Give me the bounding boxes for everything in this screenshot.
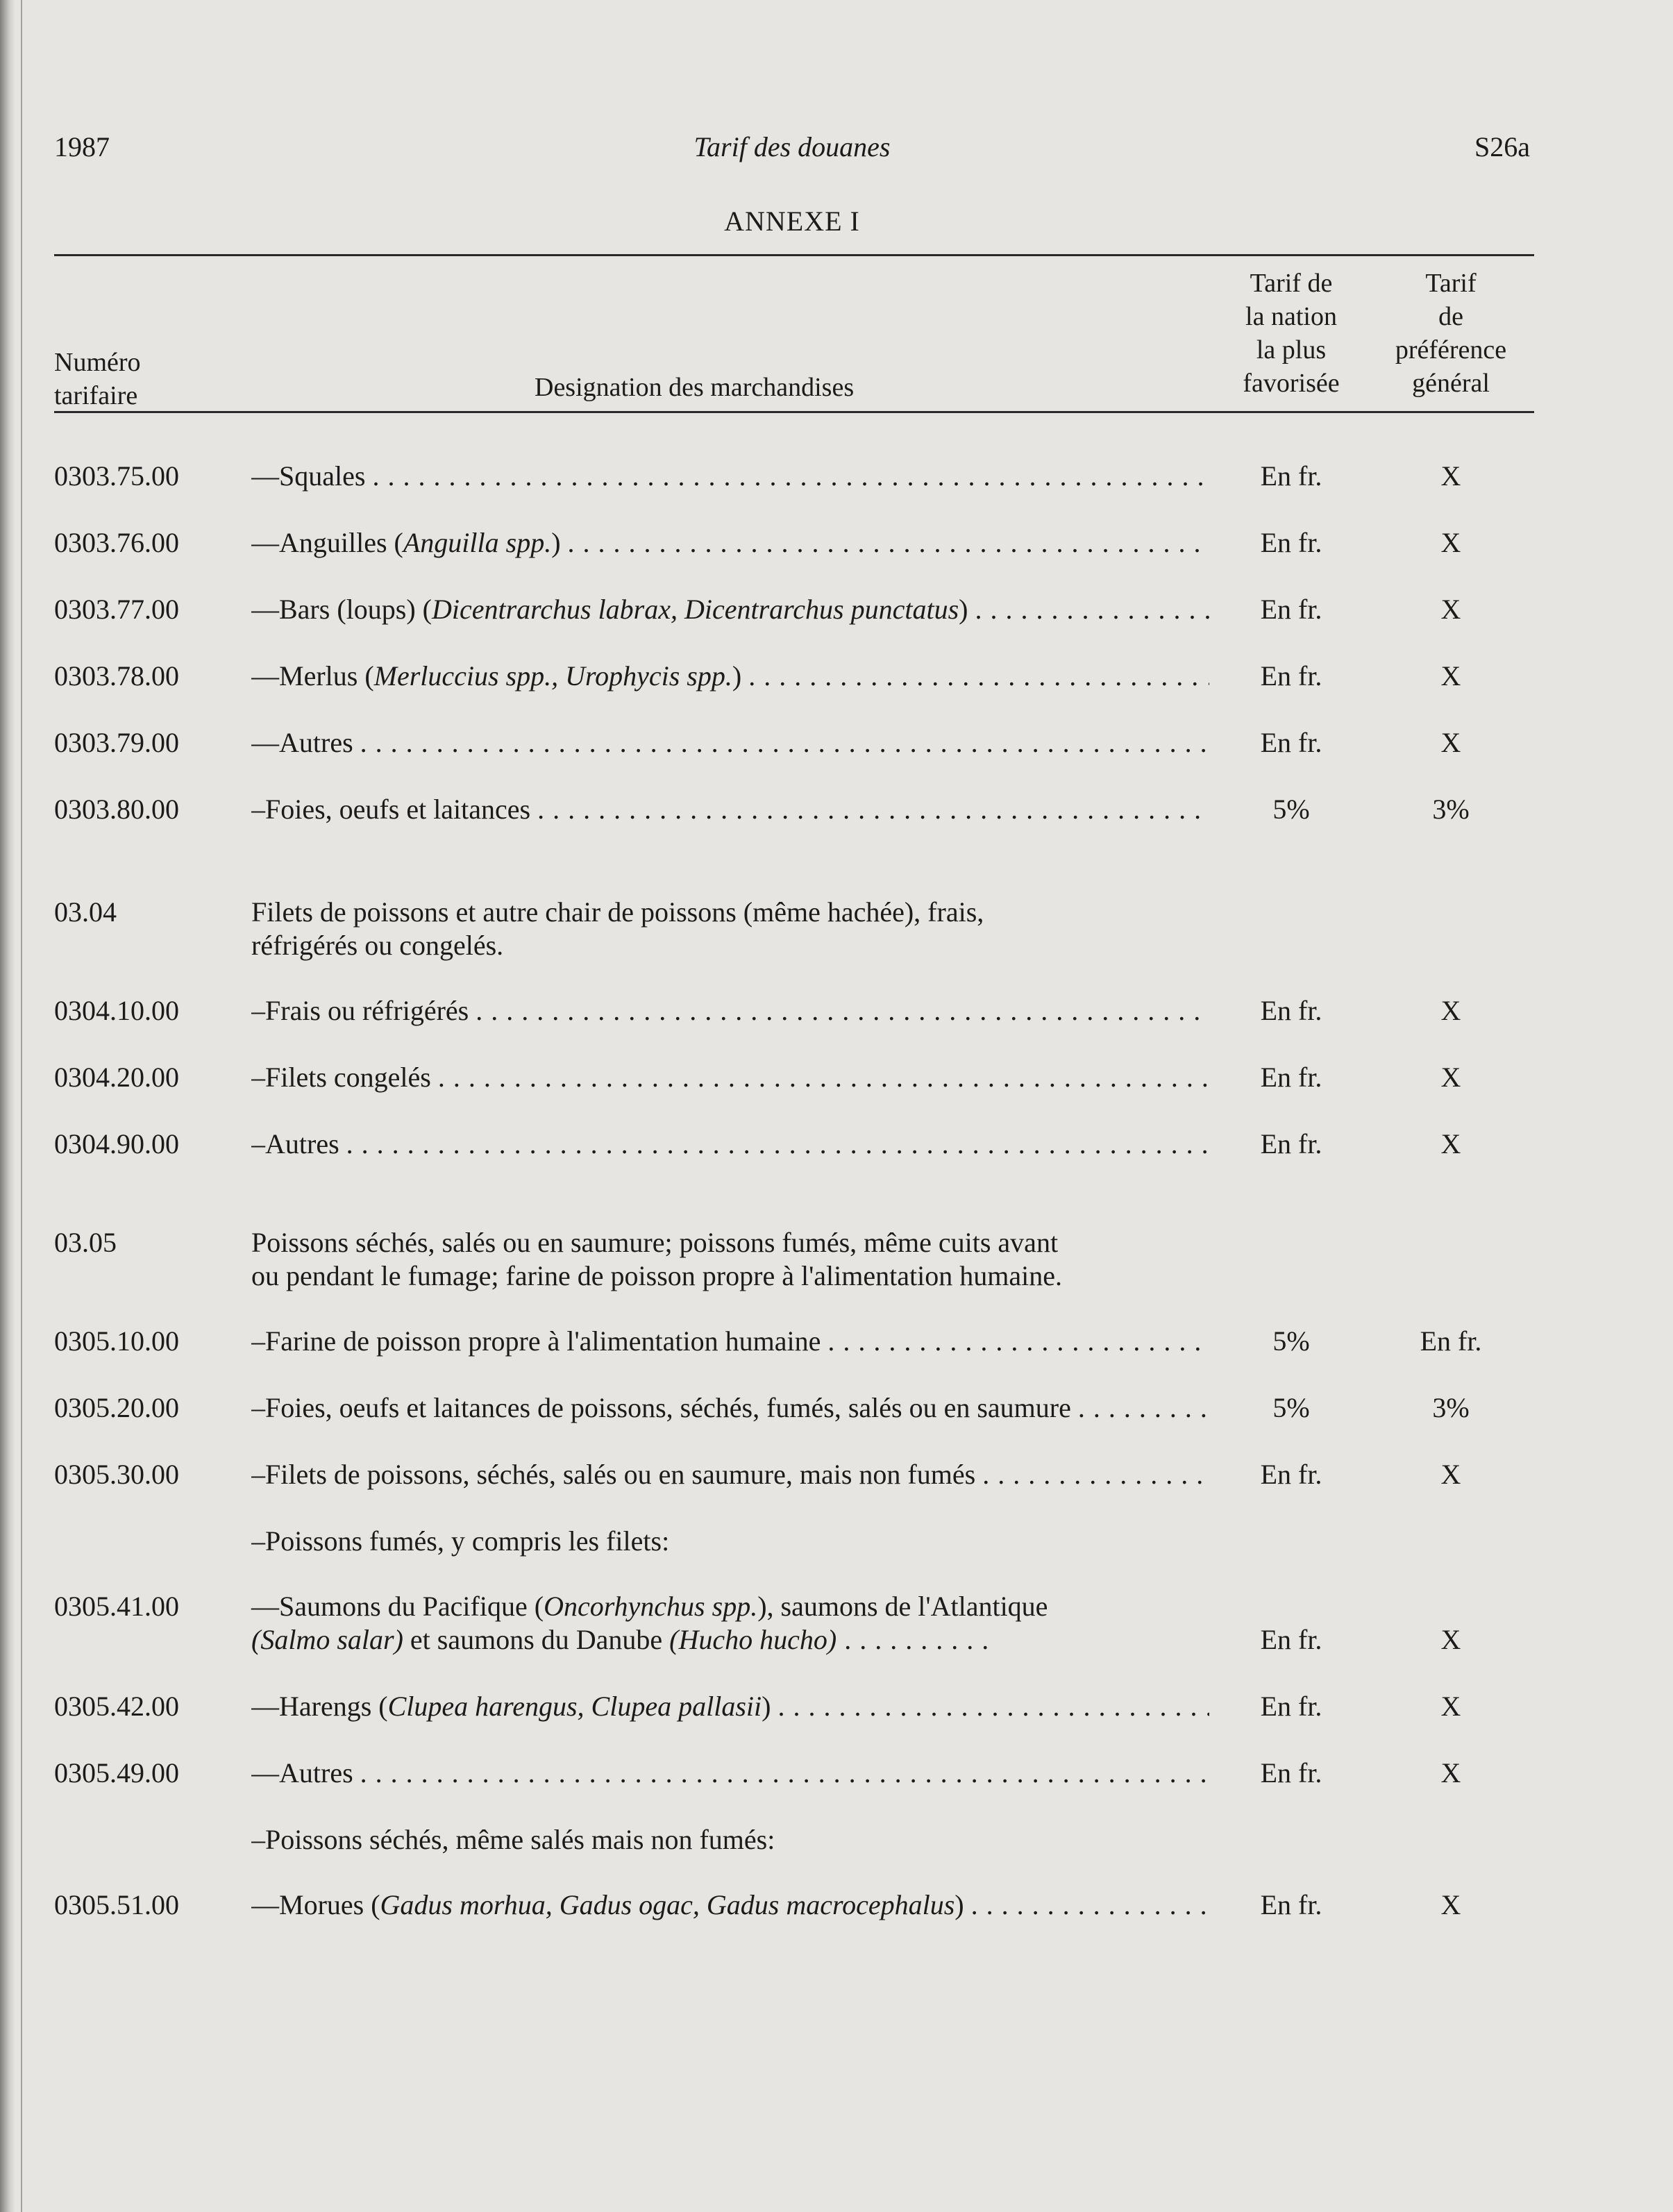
description-line [251,1623,1209,1657]
description-text: ) [959,594,968,625]
tariff-number: 0305.30.00 [54,1459,179,1490]
table-header-rule [54,411,1534,413]
goods-description [251,1690,1209,1723]
column-header-line: tarifaire [54,381,138,410]
goods-description [251,1128,1209,1161]
column-header-line: préférence [1395,335,1507,365]
mfn-rate: En fr. [1260,1624,1322,1655]
gpt-rate: X [1440,1128,1461,1159]
goods-description [251,896,1209,962]
mfn-rate: En fr. [1260,727,1322,758]
description-line: ou pendant le fumage; farine de poisson propre à l'alimentation humaine. [251,1260,1062,1291]
gpt-rate: X [1440,460,1461,492]
gpt-rate: 3% [1432,1392,1470,1423]
tariff-number: 0303.76.00 [54,527,179,558]
goods-description [251,1061,1209,1094]
goods-description [251,1590,1209,1657]
description-text: —Harengs ( [251,1691,388,1722]
column-header-line: Tarif de [1250,269,1333,298]
description-text: (Salmo salar) [251,1624,403,1655]
description-text: —Bars (loups) ( [251,594,432,625]
tariff-number: 0305.42.00 [54,1691,179,1722]
description-text: et saumons du Danube [403,1624,670,1655]
description-text: —Merlus ( [251,660,374,692]
tariff-number: 0304.90.00 [54,1128,179,1159]
page-binding-edge [0,0,15,2212]
gpt-rate: En fr. [1420,1325,1482,1357]
description-text: –Filets de poissons, séchés, salés ou en saumure, mais non fumés [251,1459,976,1490]
description-line: Poissons séchés, salés ou en saumure; poissons fumés, même cuits avant [251,1227,1059,1258]
gpt-rate: X [1440,1062,1461,1093]
mfn-rate: En fr. [1260,660,1322,692]
gpt-rate: X [1440,1459,1461,1490]
mfn-rate: En fr. [1260,594,1322,625]
description-text: ) [551,527,561,558]
mfn-rate: En fr. [1260,1757,1322,1788]
column-header-line: favorisée [1243,369,1340,398]
column-header-line: Numéro [54,348,141,377]
description-text: –Poissons séchés, même salés mais non fumés: [251,1824,775,1855]
description-text: —Autres [251,1757,353,1788]
column-header-line: général [1412,369,1490,398]
description-text: (Hucho hucho) [669,1624,837,1655]
header-year: 1987 [54,131,110,162]
mfn-rate: En fr. [1260,1691,1322,1722]
header-title: Tarif des douanes [693,131,891,162]
description-text: —Autres [251,727,353,758]
goods-description [251,1757,1209,1790]
description-text: Oncorhynchus spp. [544,1591,758,1622]
goods-description [251,994,1209,1028]
description-text: —Anguilles ( [251,527,403,558]
mfn-rate: En fr. [1260,1128,1322,1159]
goods-description [251,660,1209,693]
description-text: Merluccius spp., Urophycis spp. [373,660,732,692]
goods-description [251,1823,1209,1857]
goods-description [251,793,1209,826]
header-page-number: S26a [1474,131,1530,162]
mfn-rate: En fr. [1260,1459,1322,1490]
tariff-number: 03.05 [54,1227,117,1258]
tariff-number: 03.04 [54,896,117,928]
goods-description [251,1226,1209,1293]
goods-description [251,1325,1209,1358]
mfn-rate: En fr. [1260,527,1322,558]
gpt-rate: X [1440,1691,1461,1722]
description-text: –Foies, oeufs et laitances de poissons, séchés, fumés, salés ou en saumure [251,1392,1071,1423]
gpt-rate: X [1440,660,1461,692]
gpt-rate: X [1440,594,1461,625]
mfn-rate: 5% [1272,794,1310,825]
description-text: –Farine de poisson propre à l'alimentation humaine [251,1325,821,1357]
gpt-rate: X [1440,1889,1461,1920]
tariff-number: 0305.20.00 [54,1392,179,1423]
goods-description [251,1888,1209,1922]
gpt-rate: 3% [1432,794,1470,825]
description-line: Filets de poissons et autre chair de poissons (même hachée), frais, [251,896,984,928]
description-line: réfrigérés ou congelés. [251,930,504,961]
description-text: ), saumons de l'Atlantique [757,1591,1048,1622]
column-header-tariff-number [54,346,141,412]
gpt-rate: X [1440,1757,1461,1788]
gpt-rate: X [1440,527,1461,558]
column-header-description: Designation des marchandises [535,373,855,402]
tariff-number: 0303.77.00 [54,594,179,625]
tariff-number: 0303.79.00 [54,727,179,758]
description-text: –Autres [251,1128,339,1159]
mfn-rate: En fr. [1260,460,1322,492]
column-header-line: Tarif [1425,269,1477,298]
description-text: –Foies, oeufs et laitances [251,794,531,825]
mfn-rate: 5% [1272,1392,1310,1423]
goods-description [251,1458,1209,1491]
description-text: –Filets congelés [251,1062,431,1093]
gpt-rate: X [1440,727,1461,758]
description-text: –Poissons fumés, y compris les filets: [251,1525,670,1557]
description-text: –Frais ou réfrigérés [251,995,469,1026]
gpt-rate: X [1440,995,1461,1026]
tariff-number: 0305.10.00 [54,1325,179,1357]
description-text: Clupea harengus, Clupea pallasii [387,1691,762,1722]
column-header-line: la nation [1245,302,1337,331]
description-text: ) [762,1691,771,1722]
dot-leader: . . . . . . . . . . [836,1624,990,1655]
tariff-number: 0303.78.00 [54,660,179,692]
description-text: —Morues ( [251,1889,380,1920]
tariff-number: 0304.20.00 [54,1062,179,1093]
description-text: —Saumons du Pacifique ( [251,1591,544,1622]
table-top-rule [54,254,1534,256]
running-header [54,131,1530,172]
description-text: Anguilla spp. [403,527,552,558]
tariff-number: 0305.51.00 [54,1889,179,1920]
tariff-number: 0305.49.00 [54,1757,179,1788]
column-header-mfn-tariff [1204,267,1378,400]
goods-description [251,1391,1209,1425]
mfn-rate: En fr. [1260,1062,1322,1093]
tariff-number: 0303.80.00 [54,794,179,825]
mfn-rate: En fr. [1260,995,1322,1026]
binding-line [21,0,22,2212]
description-text: ) [955,1889,964,1920]
annex-title: ANNEXE I [724,206,860,237]
mfn-rate: 5% [1272,1325,1310,1357]
mfn-rate: En fr. [1260,1889,1322,1920]
tariff-number: 0303.75.00 [54,460,179,492]
column-header-line: de [1438,302,1463,331]
tariff-number: 0305.41.00 [54,1591,179,1622]
column-header-gpt-tariff [1368,267,1534,400]
goods-description [251,726,1209,760]
description-text: —Squales [251,460,366,492]
description-line [251,1590,1209,1623]
description-text: Dicentrarchus labrax, Dicentrarchus punctatus [431,594,959,625]
description-text: ) [732,660,742,692]
goods-description [251,460,1209,493]
description-text: Gadus morhua, Gadus ogac, Gadus macrocephalus [380,1889,955,1920]
goods-description [251,1525,1209,1558]
goods-description [251,593,1209,626]
column-header-line: la plus [1256,335,1327,365]
tariff-number: 0304.10.00 [54,995,179,1026]
goods-description [251,526,1209,560]
gpt-rate: X [1440,1624,1461,1655]
